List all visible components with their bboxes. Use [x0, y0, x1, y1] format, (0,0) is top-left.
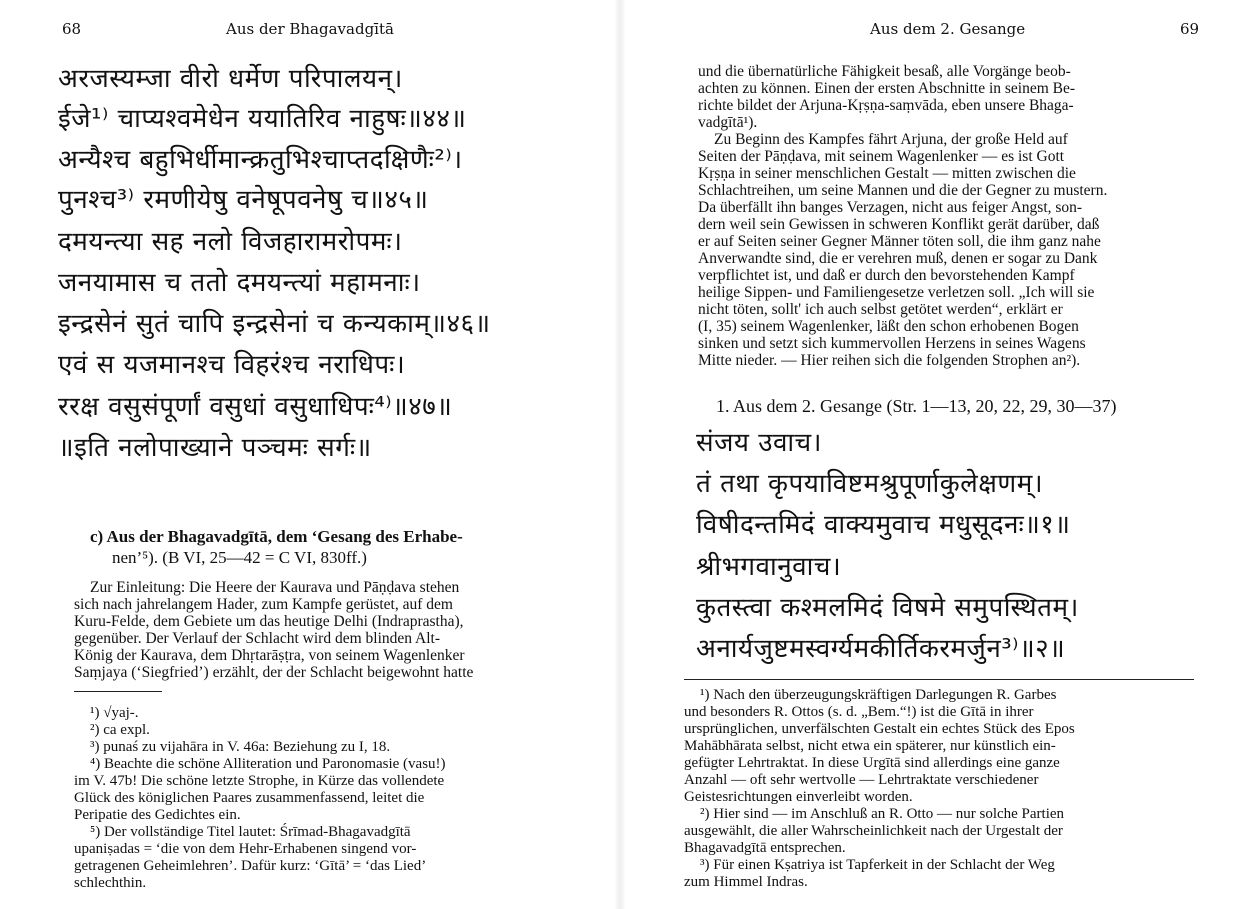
sanskrit-line: एवं स यजमानश्च विहरंश्च नराधिपः। — [58, 350, 406, 380]
footnotes-left — [74, 705, 564, 892]
sanskrit-line: तं तथा कृपयाविष्टमश्रुपूर्णाकुलेक्षणम्। — [696, 469, 1044, 499]
sanskrit-line: अन्यैश्च बहुभिर्धीमान्क्रतुभिश्चाप्तदक्षिणैः²⁾। — [58, 145, 463, 175]
footnote-line: upaniṣadas = ‘die von dem Hehr-Erhabenen singend vor- — [74, 841, 417, 857]
text-line: verpflichtet ist, und daß er durch den bevorstehenden Kampf — [698, 267, 1075, 284]
paragraph-1 — [698, 63, 1198, 131]
footnote-line: und besonders R. Ottos (s. d. „Bem.“!) ist die Gītā in ihrer — [684, 704, 1034, 720]
footnote-line: ³) punaś zu vijahāra in V. 46a: Beziehung zu I, 18. — [90, 739, 391, 755]
text-line: Zur Einleitung: Die Heere der Kaurava und Pāṇḍava stehen — [90, 579, 460, 596]
sanskrit-line: पुनश्च³⁾ रमणीयेषु वनेषूपवनेषु च॥४५॥ — [58, 185, 429, 215]
footnote-line: ⁵) Der vollständige Titel lautet: Śrīmad-Bhagavadgītā — [90, 824, 411, 840]
footnote-line: Peripatie des Gedichtes ein. — [74, 807, 241, 823]
text-line: Anverwandte sind, die er verehren muß, denen er sogar zu Dank — [698, 250, 1098, 267]
footnote-line: ³) Für einen Kṣatriya ist Tapferkeit in der Schlacht der Weg — [700, 857, 1055, 873]
footnote-line: ausgewählt, die aller Wahrscheinlichkeit nach der Urgestalt der — [684, 823, 1063, 839]
footnote-line: gefügter Lehrtraktat. In diese Urgītā sind allerdings eine ganze — [684, 755, 1060, 771]
text-line: Zu Beginn des Kampfes fährt Arjuna, der große Held auf — [714, 131, 1068, 148]
footnote-line: Geistesrichtungen einverleibt worden. — [684, 789, 913, 805]
sanskrit-line: इन्द्रसेनं सुतं चापि इन्द्रसेनां च कन्यकाम्॥४६॥ — [58, 309, 491, 339]
sanskrit-line: अनार्यजुष्टमस्वर्ग्यमकीर्तिकरमर्जुन³⁾॥२॥ — [696, 634, 1066, 664]
sanskrit-line: कुतस्त्वा कश्मलमिदं विषमे समुपस्थितम्। — [696, 593, 1079, 623]
footnote-line: zum Himmel Indras. — [684, 874, 808, 890]
text-line: gegenüber. Der Verlauf der Schlacht wird dem blinden Alt- — [74, 630, 441, 647]
text-line: König der Kaurava, dem Dhṛtarāṣṭra, von seinem Wagenlenker — [74, 647, 465, 664]
footnote-line: ⁴) Beachte die schöne Alliteration und Paronomasie (vasu!) — [90, 756, 446, 772]
sanskrit-line: ररक्ष वसुसंपूर्णां वसुधां वसुधाधिपः⁴⁾॥४७॥ — [58, 392, 453, 422]
text-line: Saṃjaya (‘Siegfried’) erzählt, der der Schlacht beigewohnt hatte — [74, 664, 474, 681]
sanskrit-line: ॥इति नलोपाख्याने पञ्चमः सर्गः॥ — [58, 433, 372, 463]
footnote-divider — [74, 691, 162, 692]
footnote-line: Anzahl — oft sehr wertvolle — Lehrtraktate verschiedener — [684, 772, 1039, 788]
section-title: 1. Aus dem 2. Gesange (Str. 1—13, 20, 22, 29, 30—37) — [716, 396, 1117, 416]
sanskrit-verses-left — [58, 60, 598, 470]
text-line: sinken und setzt sich kummervollen Herzens in seines Wagens — [698, 335, 1086, 352]
left-page — [0, 0, 610, 909]
section-heading-line: c) Aus der Bhagavadgītā, dem ‘Gesang des Erhabe- — [90, 527, 463, 546]
text-line: und die übernatürliche Fähigkeit besaß, alle Vorgänge beob- — [698, 63, 1071, 80]
section-heading — [90, 526, 463, 568]
right-page — [630, 0, 1242, 909]
text-line: er auf Seiten seiner Gegner Männer töten soll, die ihm ganz nahe — [698, 233, 1101, 250]
text-line: Kuru-Felde, dem Gebiete um das heutige Delhi (Indraprastha), — [74, 613, 464, 630]
sanskrit-line: श्रीभगवानुवाच। — [696, 552, 842, 582]
sanskrit-line: संजय उवाच। — [696, 428, 823, 458]
footnote-line: ¹) Nach den überzeugungskräftigen Darlegungen R. Garbes — [700, 687, 1057, 703]
section-heading-line: nen’⁵). (B VI, 25—42 = C VI, 830ff.) — [112, 548, 367, 567]
text-line: dern weil sein Gewissen in schweren Konflikt gerät darüber, daß — [698, 216, 1100, 233]
sanskrit-line: ईजे¹⁾ चाप्यश्वमेधेन ययातिरिव नाहुषः॥४४॥ — [58, 104, 467, 134]
text-line: Schlachtreihen, um seine Mannen und die der Gegner zu mustern. — [698, 182, 1108, 199]
running-head-right: Aus dem 2. Gesange — [870, 20, 1026, 38]
footnote-line: ²) Hier sind — im Anschluß an R. Otto — nur solche Partien — [700, 806, 1065, 822]
text-line: sich nach jahrelangem Hader, zum Kampfe gerüstet, auf dem — [74, 596, 453, 613]
footnote-line: ²) ca expl. — [90, 722, 150, 738]
footnote-line: im V. 47b! Die schöne letzte Strophe, in Kürze das vollendete — [74, 773, 445, 789]
paragraph-2 — [698, 131, 1198, 369]
footnote-line: Mahābhārata selbst, nicht etwa ein späterer, nur künstlich ein- — [684, 738, 1056, 754]
text-line: achten zu können. Einen der ersten Abschnitte in seinem Be- — [698, 80, 1076, 97]
text-line: Da überfällt ihn banges Verzagen, nicht aus feiger Angst, son- — [698, 199, 1083, 216]
running-head-left: Aus der Bhagavadgītā — [226, 20, 394, 38]
sanskrit-line: विषीदन्तमिदं वाक्यमुवाच मधुसूदनः॥१॥ — [696, 510, 1071, 540]
footnote-line: schlechthin. — [74, 875, 147, 891]
footnote-line: Glück des königlichen Paares zusammenfassend, leitet die — [74, 790, 425, 806]
book-gutter — [614, 0, 626, 909]
page-number-left: 68 — [62, 20, 82, 38]
text-line: (I, 35) seinem Wagenlenker, läßt den schon erhobenen Bogen — [698, 318, 1079, 335]
footnote-line: Bhagavadgītā entsprechen. — [684, 840, 846, 856]
text-line: Seiten der Pāṇḍava, mit seinem Wagenlenker — es ist Gott — [698, 148, 1065, 165]
footnote-line: getragenen Geheimlehren’. Dafür kurz: ‘Gītā’ = ‘das Lied’ — [74, 858, 427, 874]
text-line: richte bildet der Arjuna-Kṛṣṇa-saṃvāda, eben unsere Bhaga- — [698, 97, 1074, 114]
sanskrit-line: दमयन्त्या सह नलो विजहारामरोपमः। — [58, 227, 403, 257]
text-line: Mitte nieder. — Hier reihen sich die folgenden Strophen an²). — [698, 352, 1081, 369]
footnotes-right — [684, 687, 1204, 891]
text-line: nicht töten, sollt' ich auch selbst getötet werden“, erklärt er — [698, 301, 1063, 318]
text-line: Kṛṣṇa in seiner menschlichen Gestalt — mitten zwischen die — [698, 165, 1076, 182]
sanskrit-line: अरजस्यम्जा वीरो धर्मेण परिपालयन्। — [58, 64, 403, 94]
footnote-line: ursprünglichen, unverfälschten Gestalt ein echtes Stück des Epos — [684, 721, 1075, 737]
page-number-right: 69 — [1180, 20, 1200, 38]
intro-paragraph — [74, 579, 554, 681]
footnote-line: ¹) √yaj-. — [90, 705, 139, 721]
sanskrit-verses-right — [696, 428, 1216, 678]
sanskrit-line: जनयामास च ततो दमयन्त्यां महामनाः। — [58, 268, 421, 298]
text-line: heilige Sippen- und Familiengesetze verletzen soll. „Ich will sie — [698, 284, 1095, 301]
text-line: vadgītā¹). — [698, 114, 758, 131]
footnote-divider — [684, 679, 1194, 680]
